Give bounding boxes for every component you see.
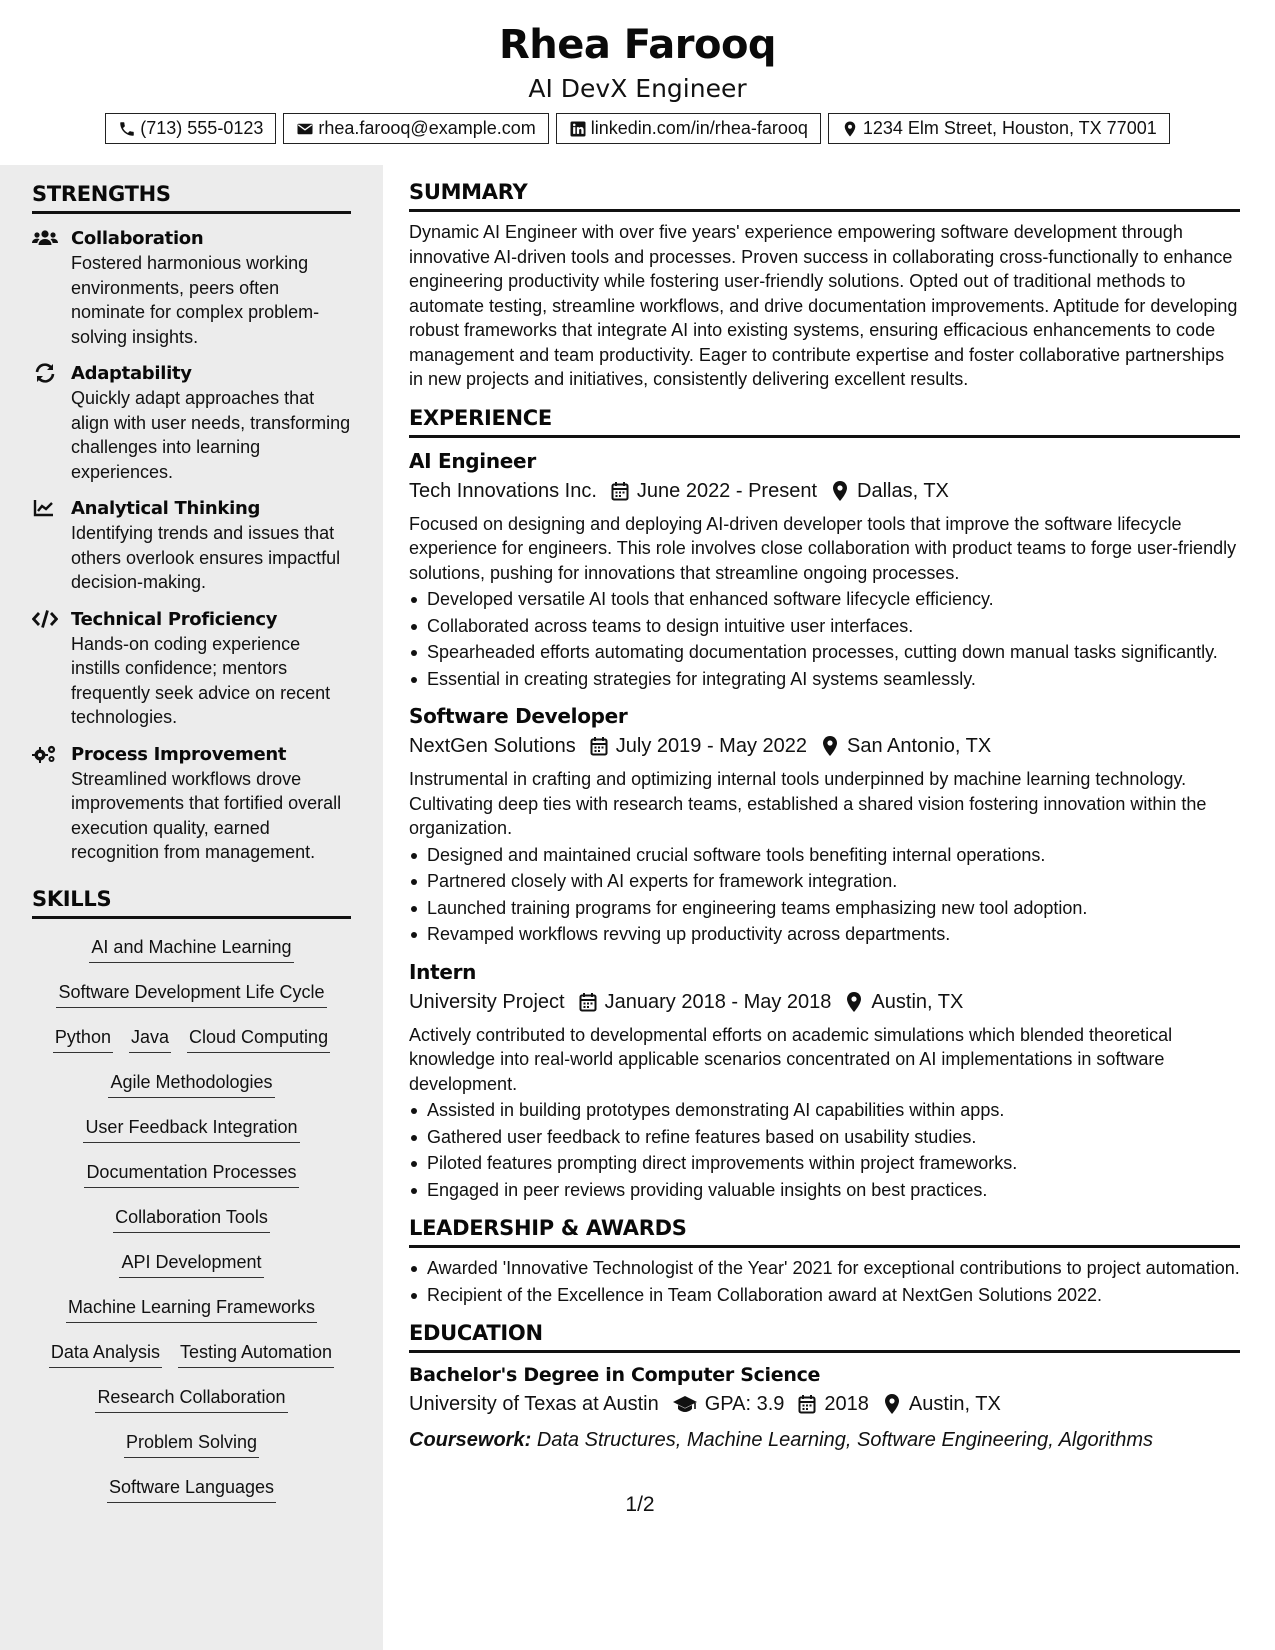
summary-text: Dynamic AI Engineer with over five years' experience empowering software development through innovative AI-driven tools and processes. Proven success in collaborating cross-functionally to enhance engineering productivity while fostering user-friendly solutions. Opted out of traditional methods to automate testing, streamline workflows, and drive documentation improvements. Aptitude for developing robust frameworks that integrate AI into existing systems, ensuring efficacious enhancements to code management and team productivity. Eager to contribute expertise and foster collaborative partnerships in new projects and initiatives, consistently delivering excellent results.	[409, 222, 1238, 389]
skill-tag: Software Development Life Cycle	[56, 978, 326, 1008]
awards-list	[409, 1256, 1240, 1307]
list-item: Awarded 'Innovative Technologist of the Year' 2021 for exceptional contributions to project automation.	[409, 1256, 1240, 1281]
job-dates: June 2022 - Present	[636, 479, 818, 502]
list-item: Designed and maintained crucial software tools benefiting internal operations.	[409, 843, 1240, 868]
job-bullets	[409, 843, 1240, 947]
refresh-icon	[32, 363, 58, 383]
contact-phone-text: (713) 555-0123	[140, 118, 264, 138]
calendar-icon	[611, 481, 629, 501]
candidate-name: Rhea Farooq	[498, 22, 777, 68]
sidebar	[0, 165, 383, 1650]
experience-heading: EXPERIENCE	[409, 406, 1240, 438]
contact-bar	[0, 113, 1275, 144]
contact-address	[828, 113, 1170, 144]
experience-section	[409, 406, 1240, 1203]
education-section	[409, 1321, 1240, 1455]
list-item: Assisted in building prototypes demonstrating AI capabilities within apps.	[409, 1098, 1240, 1123]
job-location: Dallas, TX	[857, 479, 949, 502]
strength-title: Analytical Thinking	[71, 498, 261, 519]
list-item: Spearheaded efforts automating documentation processes, cutting down manual tasks significantly.	[409, 640, 1240, 665]
job-bullets	[409, 587, 1240, 691]
strengths-heading: STRENGTHS	[32, 182, 351, 214]
calendar-icon	[579, 992, 597, 1012]
skills-heading: SKILLS	[32, 887, 351, 919]
skill-tag: Data Analysis	[49, 1338, 162, 1368]
gpa: GPA: 3.9	[704, 1393, 785, 1415]
map-pin-icon	[831, 481, 849, 501]
strength-desc: Quickly adapt approaches that align with user needs, transforming challenges into learning experiences.	[71, 388, 351, 482]
contact-phone[interactable]	[105, 113, 276, 144]
resume-header	[0, 0, 1275, 165]
job-description: Actively contributed to developmental efforts on academic simulations which blended theoretical knowledge into real-world applicable scenarios concentrated on AI implementations in software development.	[409, 1024, 1173, 1094]
skills-list	[32, 933, 351, 1518]
job-dates: January 2018 - May 2018	[604, 990, 832, 1013]
job-title: Software Developer	[409, 704, 628, 728]
strength-item	[32, 496, 351, 595]
job-description: Focused on designing and deploying AI-driven developer tools that improve the software lifecycle experience for engineers. This role involves close collaboration with product teams to forge user-friendly solutions, pushing for innovations that streamline ongoing processes.	[409, 513, 1237, 583]
skill-tag: Testing Automation	[178, 1338, 334, 1368]
list-item: Engaged in peer reviews providing valuable insights on best practices.	[409, 1178, 1240, 1203]
strength-title: Process Improvement	[71, 743, 287, 765]
coursework	[409, 1425, 1240, 1455]
strength-item	[32, 361, 351, 484]
page-number: 1/2	[625, 1493, 655, 1516]
linkedin-icon	[569, 120, 587, 138]
strength-title: Collaboration	[71, 228, 204, 249]
list-item: Recipient of the Excellence in Team Collaboration award at NextGen Solutions 2022.	[409, 1283, 1240, 1308]
skill-tag: Software Languages	[107, 1473, 276, 1503]
job-company: University Project	[409, 990, 565, 1013]
summary-section	[409, 180, 1240, 392]
skill-tag: Machine Learning Frameworks	[66, 1293, 317, 1323]
code-icon	[32, 609, 58, 629]
job-meta	[409, 476, 1240, 506]
contact-address-text: 1234 Elm Street, Houston, TX 77001	[862, 118, 1157, 138]
coursework-label: Coursework:	[409, 1429, 532, 1451]
list-item: Piloted features prompting direct improvements within project frameworks.	[409, 1151, 1240, 1176]
graduation-year: 2018	[824, 1393, 869, 1415]
envelope-icon	[296, 120, 314, 138]
list-item: Launched training programs for engineering teams emphasizing new tool adoption.	[409, 896, 1240, 921]
education-meta	[409, 1389, 1240, 1419]
users-icon	[32, 228, 58, 248]
job-company: Tech Innovations Inc.	[409, 479, 597, 502]
school-name: University of Texas at Austin	[409, 1393, 659, 1415]
job-bullets	[409, 1098, 1240, 1202]
summary-heading: SUMMARY	[409, 180, 1240, 212]
chart-line-icon	[32, 498, 58, 518]
list-item: Partnered closely with AI experts for framework integration.	[409, 869, 1240, 894]
leadership-section	[409, 1216, 1240, 1307]
coursework-list: Data Structures, Machine Learning, Software Engineering, Algorithms	[536, 1429, 1154, 1451]
strength-title: Technical Proficiency	[71, 608, 278, 630]
list-item: Developed versatile AI tools that enhanced software lifecycle efficiency.	[409, 587, 1240, 612]
skill-tag: User Feedback Integration	[83, 1113, 299, 1143]
contact-email-text: rhea.farooq@example.com	[318, 118, 536, 138]
calendar-icon	[798, 1394, 816, 1414]
job-dates: July 2019 - May 2022	[615, 735, 807, 757]
job-meta	[409, 731, 1240, 761]
job-title: AI Engineer	[409, 448, 536, 473]
list-item: Collaborated across teams to design intuitive user interfaces.	[409, 614, 1240, 639]
map-pin-icon	[821, 736, 839, 756]
job-entry	[409, 701, 1240, 947]
skill-tag: Collaboration Tools	[113, 1203, 270, 1233]
contact-linkedin[interactable]	[556, 113, 821, 144]
skill-tag: AI and Machine Learning	[89, 933, 293, 963]
map-pin-icon	[845, 992, 863, 1012]
leadership-heading: LEADERSHIP & AWARDS	[409, 1216, 1240, 1248]
graduation-cap-icon	[673, 1394, 697, 1414]
skill-tag: Research Collaboration	[95, 1383, 287, 1413]
skill-tag: API Development	[119, 1248, 263, 1278]
strength-desc: Identifying trends and issues that others overlook ensures impactful decision-making.	[71, 523, 341, 592]
gears-icon	[32, 744, 58, 764]
strength-item	[32, 226, 351, 349]
job-company: NextGen Solutions	[409, 735, 576, 757]
strength-desc: Hands-on coding experience instills confidence; mentors frequently seek advice on recent technologies.	[71, 633, 331, 727]
education-heading: EDUCATION	[409, 1321, 1240, 1353]
main-column	[409, 180, 1240, 1469]
job-location: Austin, TX	[871, 990, 964, 1013]
degree-title: Bachelor's Degree in Computer Science	[409, 1364, 821, 1386]
strength-desc: Fostered harmonious working environments, peers often nominate for complex problem-solving insights.	[71, 253, 320, 347]
skill-tag: Python	[53, 1023, 113, 1053]
job-entry	[409, 957, 1240, 1203]
job-entry	[409, 446, 1240, 692]
calendar-icon	[590, 736, 608, 756]
strength-title: Adaptability	[71, 363, 192, 384]
list-item: Revamped workflows revving up productivity across departments.	[409, 922, 1240, 947]
map-pin-icon	[841, 120, 859, 138]
strength-item	[32, 742, 351, 865]
job-meta	[409, 987, 1240, 1017]
candidate-title: AI DevX Engineer	[528, 74, 747, 103]
list-item: Essential in creating strategies for integrating AI systems seamlessly.	[409, 667, 1240, 692]
job-location: San Antonio, TX	[847, 735, 992, 757]
contact-email[interactable]	[283, 113, 548, 144]
education-location: Austin, TX	[908, 1393, 1001, 1415]
strength-item	[32, 607, 351, 730]
skill-tag: Problem Solving	[124, 1428, 259, 1458]
strength-desc: Streamlined workflows drove improvements that fortified overall execution quality, earned recognition from management.	[71, 768, 342, 862]
skill-tag: Documentation Processes	[84, 1158, 298, 1188]
job-description: Instrumental in crafting and optimizing internal tools underpinned by machine learning technology. Cultivating deep ties with research teams, established a shared vision fostering innovation within the organization.	[409, 769, 1207, 838]
list-item: Gathered user feedback to refine features based on usability studies.	[409, 1125, 1240, 1150]
skill-tag: Agile Methodologies	[108, 1068, 274, 1098]
map-pin-icon	[883, 1394, 901, 1414]
phone-icon	[118, 120, 136, 138]
job-title: Intern	[409, 959, 477, 984]
contact-linkedin-text: linkedin.com/in/rhea-farooq	[590, 118, 808, 138]
skill-tag: Java	[129, 1023, 171, 1053]
skill-tag: Cloud Computing	[187, 1023, 330, 1053]
